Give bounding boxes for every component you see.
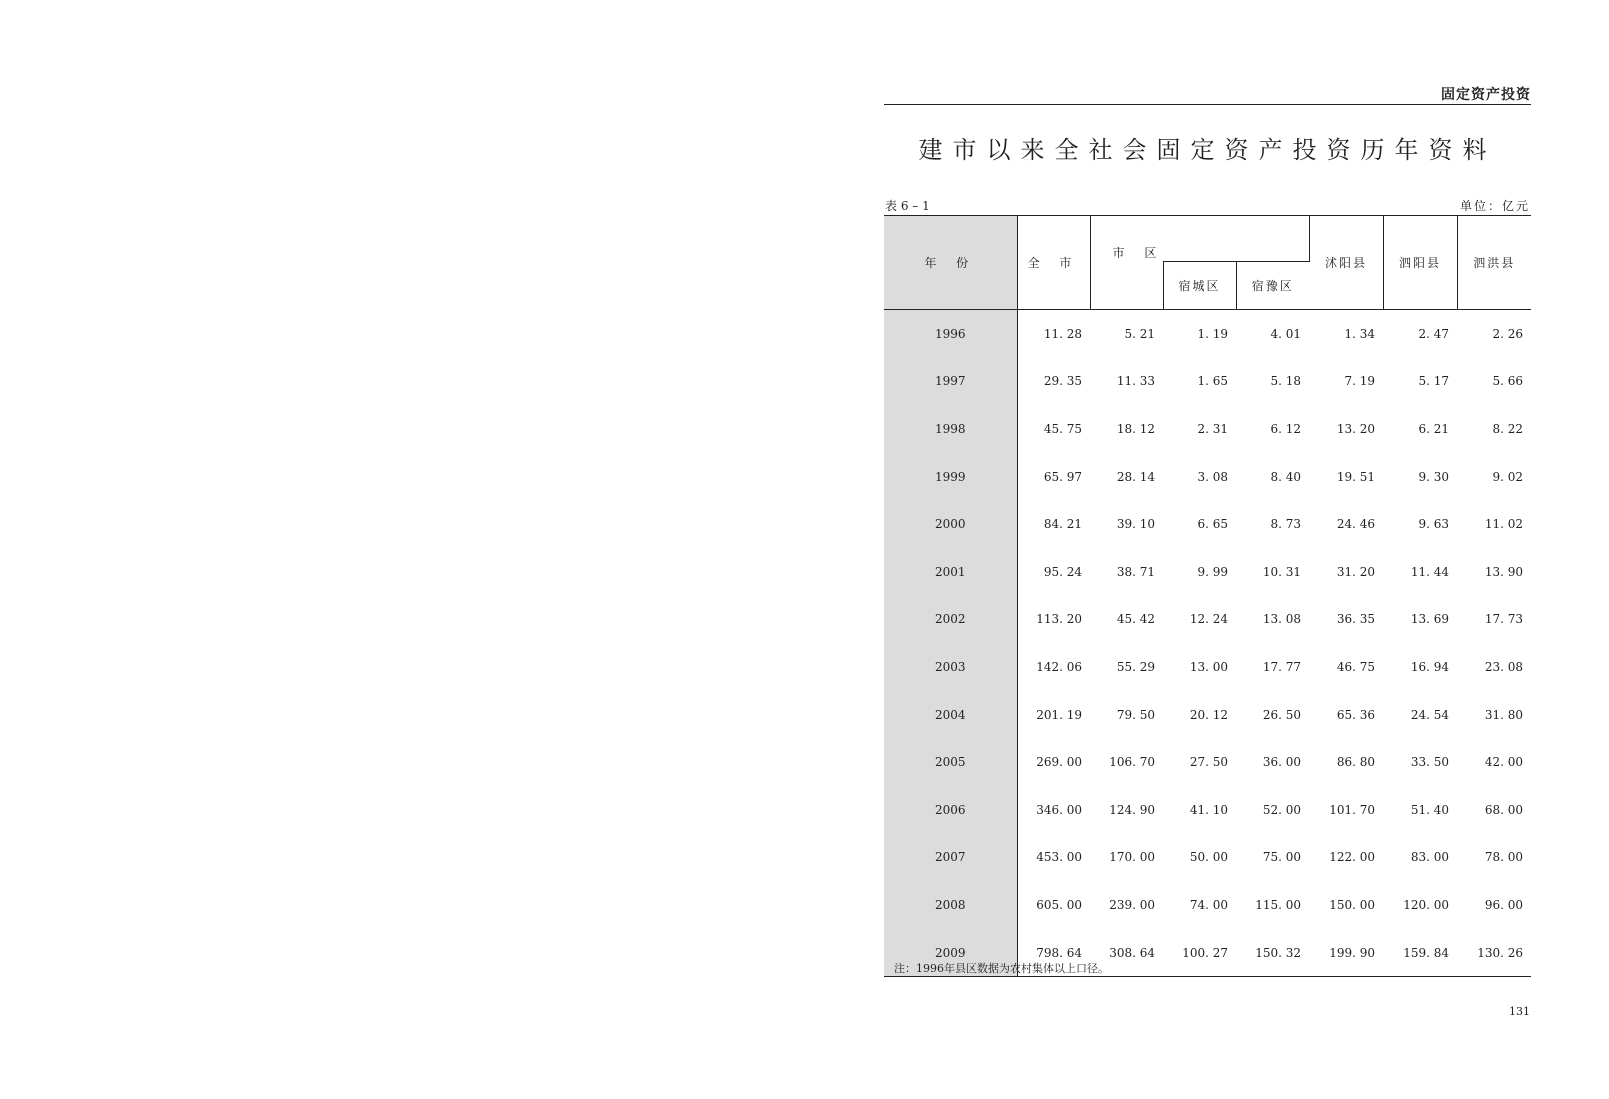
col-header-sihong: 泗洪县 [1457, 216, 1531, 310]
cell-urban: 18. 12 [1116, 421, 1155, 436]
cell-suyu2: 52. 00 [1262, 802, 1302, 817]
table-row [884, 643, 1531, 691]
cell-urban: 170. 00 [1109, 850, 1155, 865]
cell-suyu2: 36. 00 [1262, 755, 1302, 770]
cell-sihong: 96. 00 [1484, 897, 1524, 912]
cell-suyu2: 10. 31 [1262, 564, 1302, 579]
col-header-siyang: 泗阳县 [1383, 216, 1457, 310]
cell-urban: 5. 21 [1124, 326, 1155, 341]
cell-shuyang: 7. 19 [1344, 374, 1376, 389]
cell-sihong: 42. 00 [1484, 755, 1524, 770]
cell-sihong: 11. 02 [1484, 517, 1524, 532]
section-header: 固定资产投资 [1441, 87, 1531, 103]
cell-urban: 39. 10 [1116, 517, 1155, 532]
cell-year: 2001 [884, 548, 1017, 596]
table-row [884, 596, 1531, 644]
cell-urban: 11. 33 [1116, 374, 1155, 389]
cell-suyu: 100. 27 [1182, 945, 1228, 960]
cell-siyang: 33. 50 [1410, 755, 1450, 770]
cell-shuyang: 101. 70 [1329, 802, 1376, 817]
cell-sihong: 5. 66 [1492, 374, 1524, 389]
cell-urban: 106. 70 [1109, 755, 1155, 770]
cell-suyu: 3. 08 [1197, 469, 1228, 484]
cell-shuyang: 19. 51 [1336, 469, 1376, 484]
cell-total: 65. 97 [1043, 469, 1082, 484]
cell-total: 453. 00 [1036, 850, 1082, 865]
cell-shuyang: 46. 75 [1336, 659, 1376, 674]
footnote: 注：1996年县区数据为农村集体以上口径。 [894, 962, 1109, 975]
cell-sihong: 2. 26 [1492, 326, 1524, 341]
cell-suyu: 13. 00 [1189, 659, 1228, 674]
cell-urban: 239. 00 [1109, 897, 1155, 912]
cell-total: 45. 75 [1043, 421, 1082, 436]
cell-total: 95. 24 [1043, 564, 1082, 579]
cell-shuyang: 13. 20 [1336, 421, 1376, 436]
cell-total: 29. 35 [1043, 374, 1082, 389]
table-body [884, 310, 1531, 977]
table-row [884, 834, 1531, 882]
cell-total: 113. 20 [1036, 612, 1082, 627]
cell-total: 605. 00 [1036, 897, 1082, 912]
table-row [884, 548, 1531, 596]
cell-year: 2007 [884, 834, 1017, 882]
cell-sihong: 78. 00 [1484, 850, 1524, 865]
cell-suyu2: 6. 12 [1270, 421, 1302, 436]
cell-suyu2: 150. 32 [1255, 945, 1302, 960]
table-row [884, 881, 1531, 929]
header-rule [884, 104, 1531, 105]
cell-year: 2003 [884, 643, 1017, 691]
col-header-urban-blank [1090, 262, 1163, 310]
cell-suyu2: 26. 50 [1262, 707, 1302, 722]
table-row [884, 691, 1531, 739]
col-header-urban: 市 区 [1090, 216, 1309, 262]
cell-siyang: 83. 00 [1410, 850, 1450, 865]
cell-suyu2: 5. 18 [1270, 374, 1302, 389]
cell-year: 1996 [884, 310, 1017, 358]
cell-total: 798. 64 [1036, 945, 1082, 960]
cell-shuyang: 122. 00 [1329, 850, 1376, 865]
cell-suyu2: 4. 01 [1270, 326, 1302, 341]
table-row [884, 310, 1531, 358]
col-header-shuyang: 沭阳县 [1309, 216, 1383, 310]
cell-shuyang: 1. 34 [1344, 326, 1376, 341]
cell-siyang: 11. 44 [1410, 564, 1450, 579]
cell-urban: 45. 42 [1116, 612, 1155, 627]
cell-suyu: 74. 00 [1189, 897, 1228, 912]
table-row [884, 786, 1531, 834]
cell-year: 1998 [884, 405, 1017, 453]
cell-siyang: 2. 47 [1418, 326, 1450, 341]
cell-year: 2004 [884, 691, 1017, 739]
cell-year: 2008 [884, 881, 1017, 929]
cell-urban: 55. 29 [1116, 659, 1155, 674]
cell-year: 1999 [884, 453, 1017, 501]
cell-siyang: 51. 40 [1410, 802, 1450, 817]
cell-siyang: 159. 84 [1403, 945, 1450, 960]
col-header-suyu: 宿城区 [1163, 262, 1236, 310]
cell-suyu2: 8. 73 [1270, 517, 1302, 532]
cell-siyang: 9. 30 [1418, 469, 1450, 484]
cell-urban: 79. 50 [1116, 707, 1155, 722]
cell-suyu2: 17. 77 [1262, 659, 1302, 674]
cell-urban: 124. 90 [1109, 802, 1155, 817]
cell-shuyang: 86. 80 [1336, 755, 1376, 770]
cell-sihong: 23. 08 [1484, 659, 1524, 674]
cell-suyu: 9. 99 [1197, 564, 1228, 579]
cell-year: 2006 [884, 786, 1017, 834]
cell-suyu: 1. 19 [1197, 326, 1228, 341]
cell-urban: 308. 64 [1109, 945, 1155, 960]
col-header-suyu2: 宿豫区 [1236, 262, 1309, 310]
cell-shuyang: 65. 36 [1336, 707, 1376, 722]
table-row [884, 358, 1531, 406]
page-title: 建市以来全社会固定资产投资历年资料 [918, 136, 1497, 164]
cell-siyang: 9. 63 [1418, 517, 1450, 532]
cell-sihong: 31. 80 [1484, 707, 1524, 722]
cell-suyu: 12. 24 [1189, 612, 1228, 627]
cell-shuyang: 199. 90 [1329, 945, 1376, 960]
cell-suyu: 20. 12 [1189, 707, 1228, 722]
cell-year: 1997 [884, 358, 1017, 406]
cell-total: 11. 28 [1043, 326, 1082, 341]
cell-shuyang: 24. 46 [1336, 517, 1376, 532]
cell-shuyang: 150. 00 [1329, 897, 1376, 912]
cell-suyu2: 8. 40 [1270, 469, 1302, 484]
cell-suyu2: 13. 08 [1262, 612, 1302, 627]
cell-total: 269. 00 [1036, 755, 1082, 770]
cell-siyang: 16. 94 [1410, 659, 1450, 674]
cell-suyu: 6. 65 [1197, 517, 1228, 532]
investment-table [884, 215, 1531, 977]
table-number: 表 6 – 1 [885, 199, 930, 213]
cell-sihong: 68. 00 [1484, 802, 1524, 817]
cell-total: 84. 21 [1043, 517, 1082, 532]
table-row [884, 405, 1531, 453]
cell-suyu: 2. 31 [1197, 421, 1228, 436]
cell-year: 2000 [884, 500, 1017, 548]
cell-year: 2005 [884, 738, 1017, 786]
cell-suyu: 27. 50 [1189, 755, 1228, 770]
cell-total: 346. 00 [1036, 802, 1082, 817]
cell-sihong: 17. 73 [1484, 612, 1524, 627]
cell-urban: 38. 71 [1116, 564, 1155, 579]
cell-total: 201. 19 [1036, 707, 1082, 722]
col-header-total: 全 市 [1017, 216, 1090, 310]
col-header-year: 年 份 [884, 216, 1017, 310]
cell-shuyang: 36. 35 [1336, 612, 1376, 627]
table-row [884, 738, 1531, 786]
cell-siyang: 6. 21 [1418, 421, 1450, 436]
cell-year: 2002 [884, 596, 1017, 644]
page-number: 131 [1509, 1005, 1530, 1018]
cell-suyu2: 115. 00 [1255, 897, 1302, 912]
cell-urban: 28. 14 [1116, 469, 1155, 484]
cell-siyang: 5. 17 [1418, 374, 1450, 389]
cell-sihong: 13. 90 [1484, 564, 1524, 579]
cell-total: 142. 06 [1036, 659, 1082, 674]
cell-suyu: 1. 65 [1197, 374, 1228, 389]
cell-sihong: 9. 02 [1492, 469, 1524, 484]
cell-sihong: 130. 26 [1477, 945, 1524, 960]
table-row [884, 500, 1531, 548]
cell-siyang: 13. 69 [1410, 612, 1450, 627]
table-row [884, 453, 1531, 501]
cell-year: 2009 [884, 929, 1017, 977]
cell-siyang: 120. 00 [1403, 897, 1450, 912]
cell-suyu: 41. 10 [1189, 802, 1228, 817]
unit-label: 单位：亿元 [1459, 199, 1530, 213]
cell-suyu: 50. 00 [1189, 850, 1228, 865]
cell-siyang: 24. 54 [1410, 707, 1450, 722]
cell-shuyang: 31. 20 [1336, 564, 1376, 579]
cell-sihong: 8. 22 [1492, 421, 1524, 436]
cell-suyu2: 75. 00 [1262, 850, 1302, 865]
